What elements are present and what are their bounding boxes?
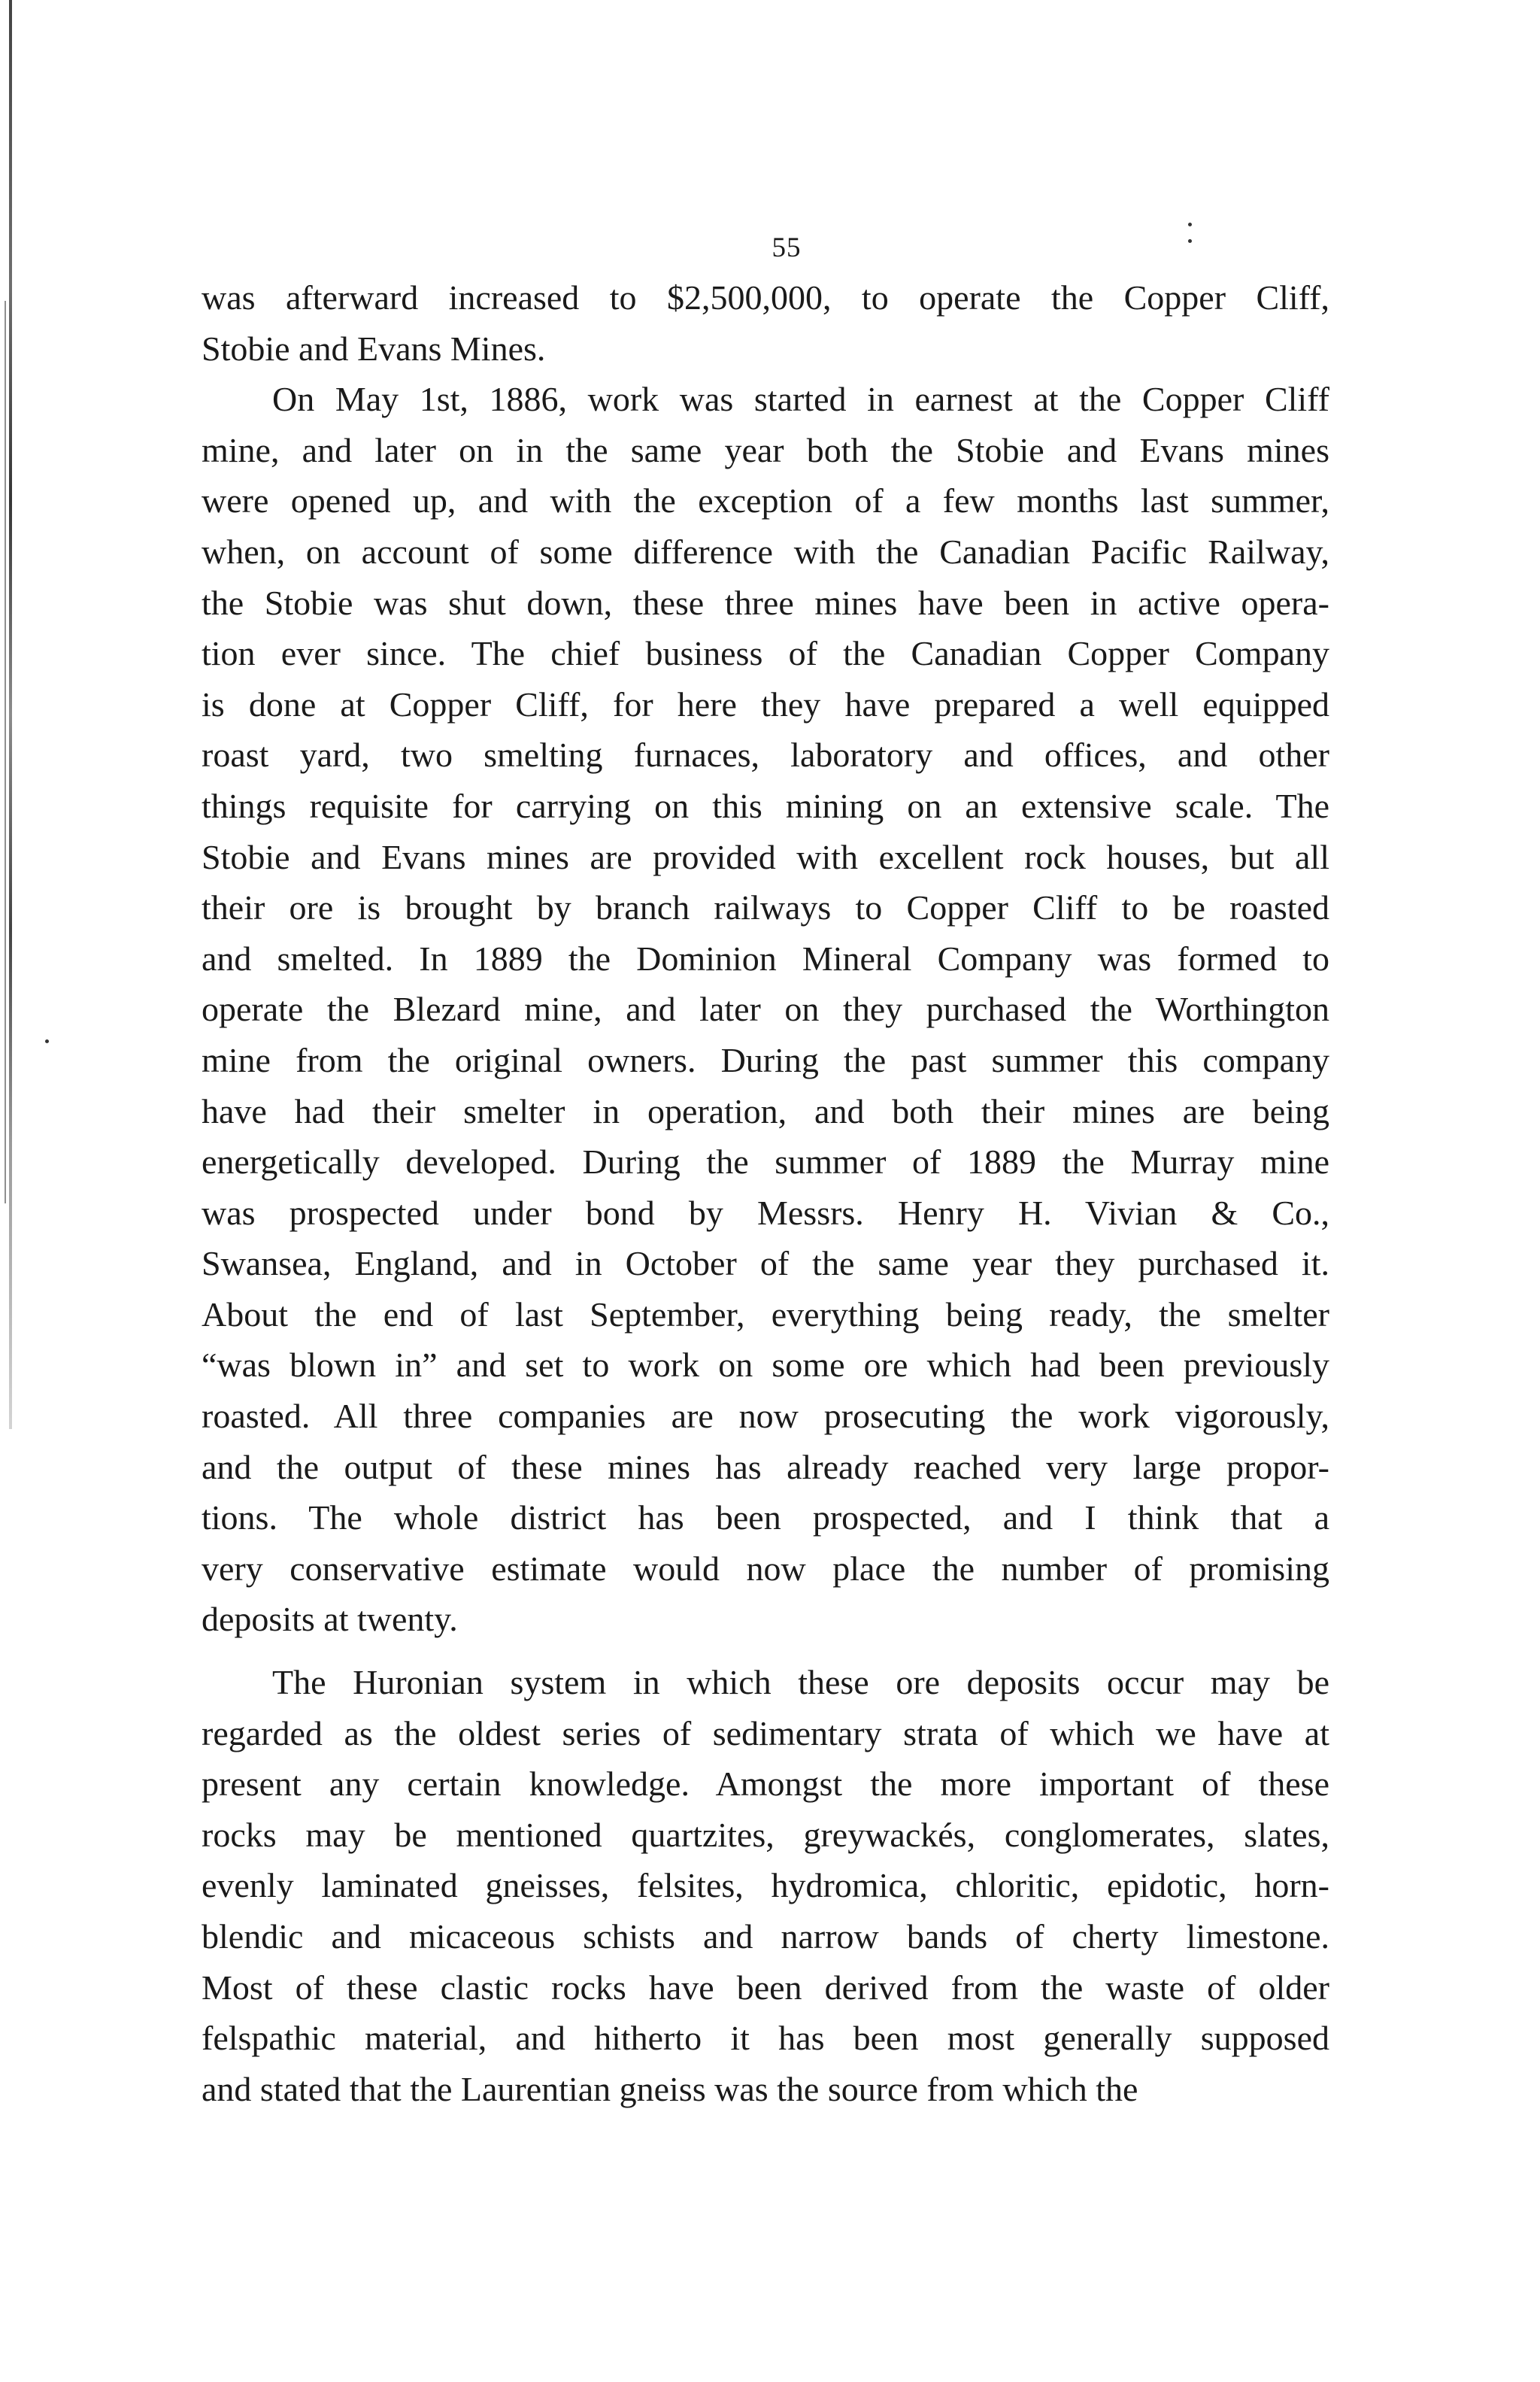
- text-line: when, on account of some difference with the Canadian Pacific Railway,: [202, 532, 1329, 571]
- text-line: energetically developed. During the summer of 1889 the Murray mine: [202, 1142, 1329, 1182]
- paragraph: [202, 272, 1329, 374]
- text-line: very conservative estimate would now place the number of promising: [202, 1549, 1329, 1588]
- text-line: and stated that the Laurentian gneiss was the source from which the: [202, 2069, 1138, 2108]
- text-line: have had their smelter in operation, and both their mines are being: [202, 1091, 1329, 1130]
- scan-binding-edge: [9, 0, 12, 1429]
- stray-mark: [45, 1039, 49, 1043]
- paragraph: [202, 374, 1329, 1645]
- text-line: On May 1st, 1886, work was started in earnest at the Copper Cliff: [272, 380, 1329, 419]
- text-line: rocks may be mentioned quartzites, greywackés, conglomerates, slates,: [202, 1815, 1329, 1854]
- text-line: tions. The whole district has been prospected, and I think that a: [202, 1498, 1329, 1537]
- text-line: deposits at twenty.: [202, 1600, 458, 1639]
- text-line: the Stobie was shut down, these three mines have been in active opera-: [202, 583, 1329, 622]
- paragraph: [202, 1657, 1329, 2114]
- text-line: and the output of these mines has already reached very large propor-: [202, 1447, 1329, 1486]
- text-line: Stobie and Evans Mines.: [202, 329, 546, 368]
- text-line: tion ever since. The chief business of the Canadian Copper Company: [202, 634, 1329, 673]
- text-line: The Huronian system in which these ore deposits occur may be: [272, 1663, 1329, 1702]
- text-line: was afterward increased to $2,500,000, to operate the Copper Cliff,: [202, 278, 1329, 317]
- text-line: was prospected under bond by Messrs. Henry H. Vivian & Co.,: [202, 1193, 1329, 1232]
- text-line: roasted. All three companies are now prosecuting the work vigorously,: [202, 1397, 1329, 1436]
- text-line: felspathic material, and hitherto it has been most generally supposed: [202, 2019, 1329, 2058]
- text-line: is done at Copper Cliff, for here they have prepared a well equipped: [202, 684, 1329, 724]
- text-line: roast yard, two smelting furnaces, laboratory and offices, and other: [202, 736, 1329, 775]
- text-line: their ore is brought by branch railways to Copper Cliff to be roasted: [202, 888, 1329, 927]
- text-line: evenly laminated gneisses, felsites, hydromica, chloritic, epidotic, horn-: [202, 1866, 1329, 1905]
- text-line: Stobie and Evans mines are provided with excellent rock houses, but all: [202, 837, 1329, 876]
- stray-mark: [1188, 223, 1192, 226]
- text-line: regarded as the oldest series of sedimentary strata of which we have at: [202, 1713, 1329, 1752]
- text-line: Swansea, England, and in October of the same year they purchased it.: [202, 1244, 1329, 1283]
- text-line: and smelted. In 1889 the Dominion Mineral Company was formed to: [202, 939, 1329, 978]
- text-line: blendic and micaceous schists and narrow bands of cherty limestone.: [202, 1917, 1329, 1956]
- body-text: [202, 272, 1329, 2114]
- paragraph-gap: [202, 1645, 1329, 1657]
- text-line: Most of these clastic rocks have been derived from the waste of older: [202, 1968, 1329, 2007]
- text-line: present any certain knowledge. Amongst the more important of these: [202, 1765, 1329, 1804]
- text-line: mine from the original owners. During the past summer this company: [202, 1040, 1329, 1079]
- page-number: 55: [772, 232, 802, 263]
- text-line: things requisite for carrying on this mining on an extensive scale. The: [202, 786, 1329, 825]
- scan-binding-shadow: [5, 301, 6, 1203]
- text-line: mine, and later on in the same year both the Stobie and Evans mines: [202, 430, 1329, 469]
- text-line: “was blown in” and set to work on some ore which had been previously: [202, 1346, 1329, 1385]
- text-line: were opened up, and with the exception of a few months last summer,: [202, 481, 1329, 520]
- text-line: About the end of last September, everything being ready, the smelter: [202, 1294, 1329, 1334]
- text-line: operate the Blezard mine, and later on they purchased the Worthington: [202, 990, 1329, 1029]
